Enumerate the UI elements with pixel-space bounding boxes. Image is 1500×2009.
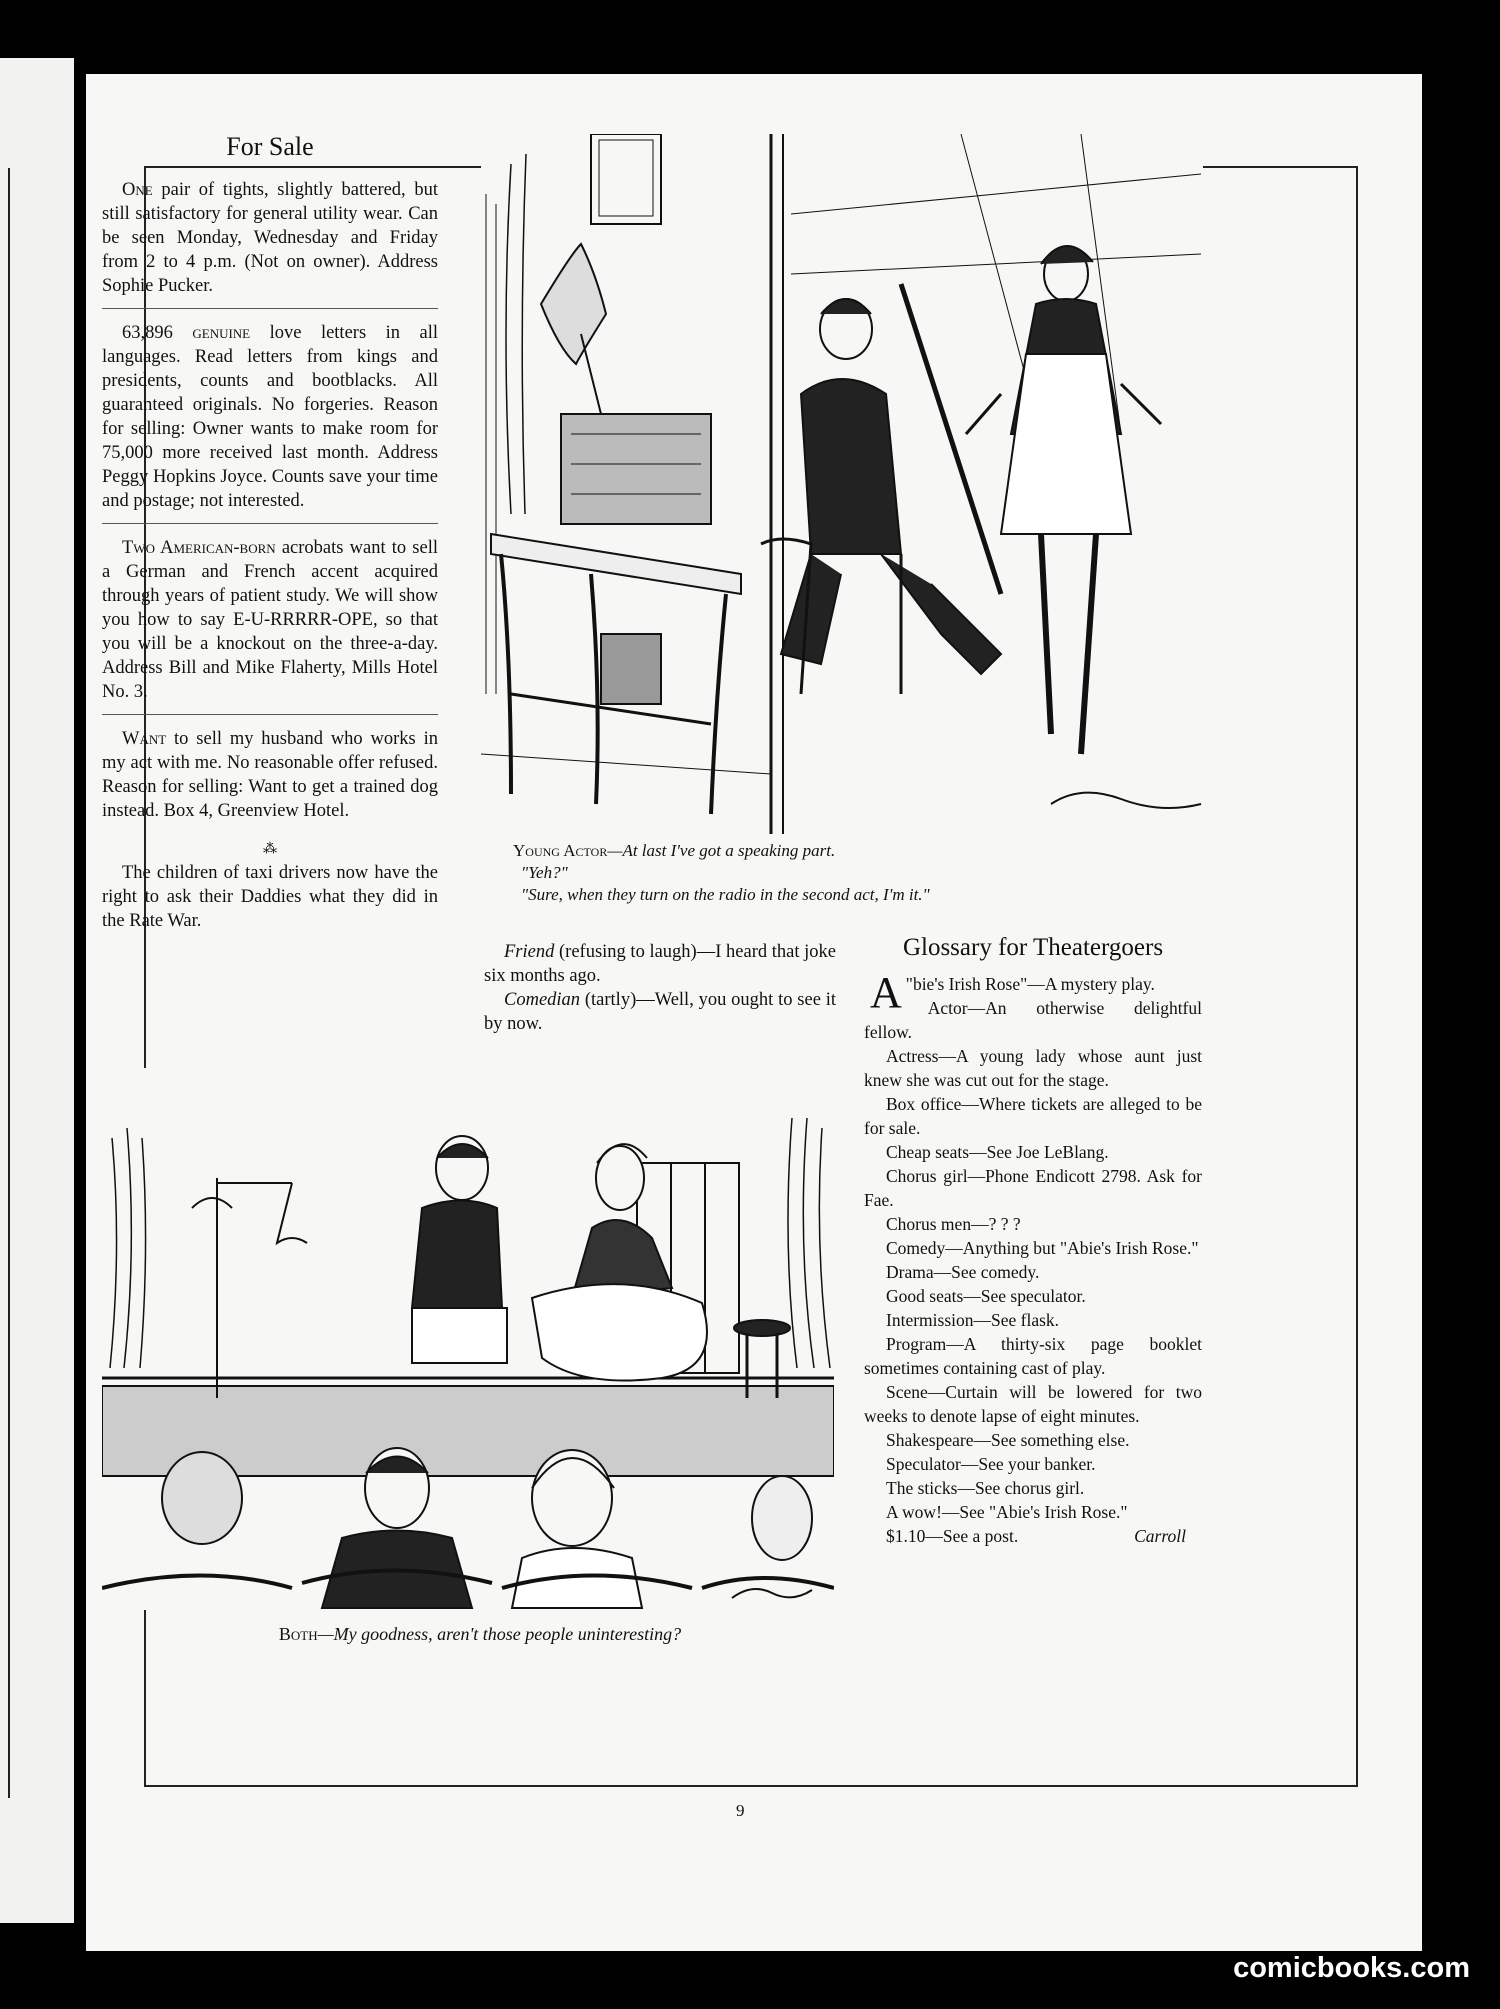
asterism-ornament: ⁂ [263,842,277,857]
ad-lead: 63,896 genuine [122,323,251,343]
cartoon1-caption [513,840,1153,906]
glossary-entry: " A bie's Irish Rose"—A mystery play. [870,968,1155,1017]
for-sale-ad [102,723,438,833]
glossary-entry: Actress—A young lady whose aunt just knew she was cut out for the stage. [864,1046,1202,1090]
ad-text: to sell my husband who works in my act with me. No reasonable offer refused. Reason for selling: Want to get a trained dog instead. Box 4, Greenview Hotel. [102,729,438,821]
page-number: 9 [736,1801,745,1820]
glossary-column [864,930,1202,1548]
ad-lead: Want [122,729,167,749]
glossary-entry: Program—A thirty-six page booklet sometimes containing cast of play. [864,1334,1202,1378]
ad-lead: One [122,180,153,200]
glossary-last-line: $1.10—See a post. Carroll [886,1526,1186,1546]
glossary-entry: Box office—Where tickets are alleged to be for sale. [864,1094,1202,1138]
glossary-entry: Drama—See comedy. [886,1262,1040,1282]
friend-comedian-joke [484,940,836,1036]
drop-cap: A [870,968,902,1017]
for-sale-ad [102,317,438,524]
joke-role: Friend [504,942,555,962]
for-sale-ad [102,532,438,715]
glossary-entry: Comedy—Anything but "Abie's Irish Rose." [886,1238,1199,1258]
facing-page-edge [0,58,74,1923]
for-sale-heading: For Sale [226,132,314,161]
glossary-entry: Chorus girl—Phone Endicott 2798. Ask for Fae. [864,1166,1202,1210]
glossary-entry: Actor—An otherwise delightful fellow. [864,998,1202,1042]
glossary-author: Carroll [1134,1526,1186,1546]
taxi-note: The children of taxi drivers now have the right to ask their Daddies what they did in the Rate War. [102,863,438,931]
glossary-entry: Chorus men—? ? ? [886,1214,1021,1234]
glossary-entry: Intermission—See flask. [886,1310,1060,1330]
ad-text: pair of tights, slightly battered, but still satisfactory for general utility wear. Can be seen Monday, Wednesday and Friday from 2 to 4 p.m. (Not on owner). Address Sophie Pucker. [102,180,438,296]
actor-and-maid-cartoon [481,134,1203,834]
cartoon2-caption [180,1622,780,1646]
caption-text: —My goodness, aren't those people uninteresting? [317,1624,682,1644]
glossary-entry: Cheap seats—See Joe LeBlang. [886,1142,1109,1162]
joke-role: Comedian [504,990,581,1010]
for-sale-column [102,120,438,933]
caption-text: —At last I've got a speaking part. [607,841,836,860]
joke-text: (tartly)—Well, you ought to see it by now. [484,990,836,1034]
for-sale-ad [102,174,438,309]
caption-speaker: Both [278,1624,318,1644]
glossary-title: Glossary for Theatergoers [902,934,1164,961]
glossary-entry: A wow!—See "Abie's Irish Rose." [886,1502,1128,1522]
glossary-entry: Good seats—See speculator. [886,1286,1086,1306]
joke-text: (refusing to laugh)—I heard that joke six months ago. [484,942,836,986]
ad-lead: Two American-born [122,538,276,558]
glossary-entry: Speculator—See your banker. [886,1454,1096,1474]
caption-text: "Sure, when they turn on the radio in the second act, I'm it." [521,885,930,904]
caption-speaker: Young Actor [513,841,608,860]
glossary-entry: The sticks—See chorus girl. [886,1478,1085,1498]
site-watermark: comicbooks.com [1233,1952,1470,1984]
caption-text: "Yeh?" [521,863,568,882]
theatre-audience-cartoon [102,1068,834,1610]
glossary-entry: Scene—Curtain will be lowered for two weeks to denote lapse of eight minutes. [864,1382,1202,1426]
ad-text: love letters in all languages. Read letters from kings and presidents, counts and bootblacks. All guaranteed originals. No forgeries. Reason for selling: Owner wants to make room for 75,000 more received last month. Address Peggy Hopkins Joyce. Counts save your time and postage; not interested. [102,323,438,511]
glossary-entry: Shakespeare—See something else. [886,1430,1130,1450]
ad-text: acrobats want to sell a German and French accent acquired through years of patient study. We will show you how to say E-U-RRRRR-OPE, so that you will be a knockout on the three-a-day. Address Bill and Mike Flaherty, Mills Hotel No. 3. [102,538,438,702]
